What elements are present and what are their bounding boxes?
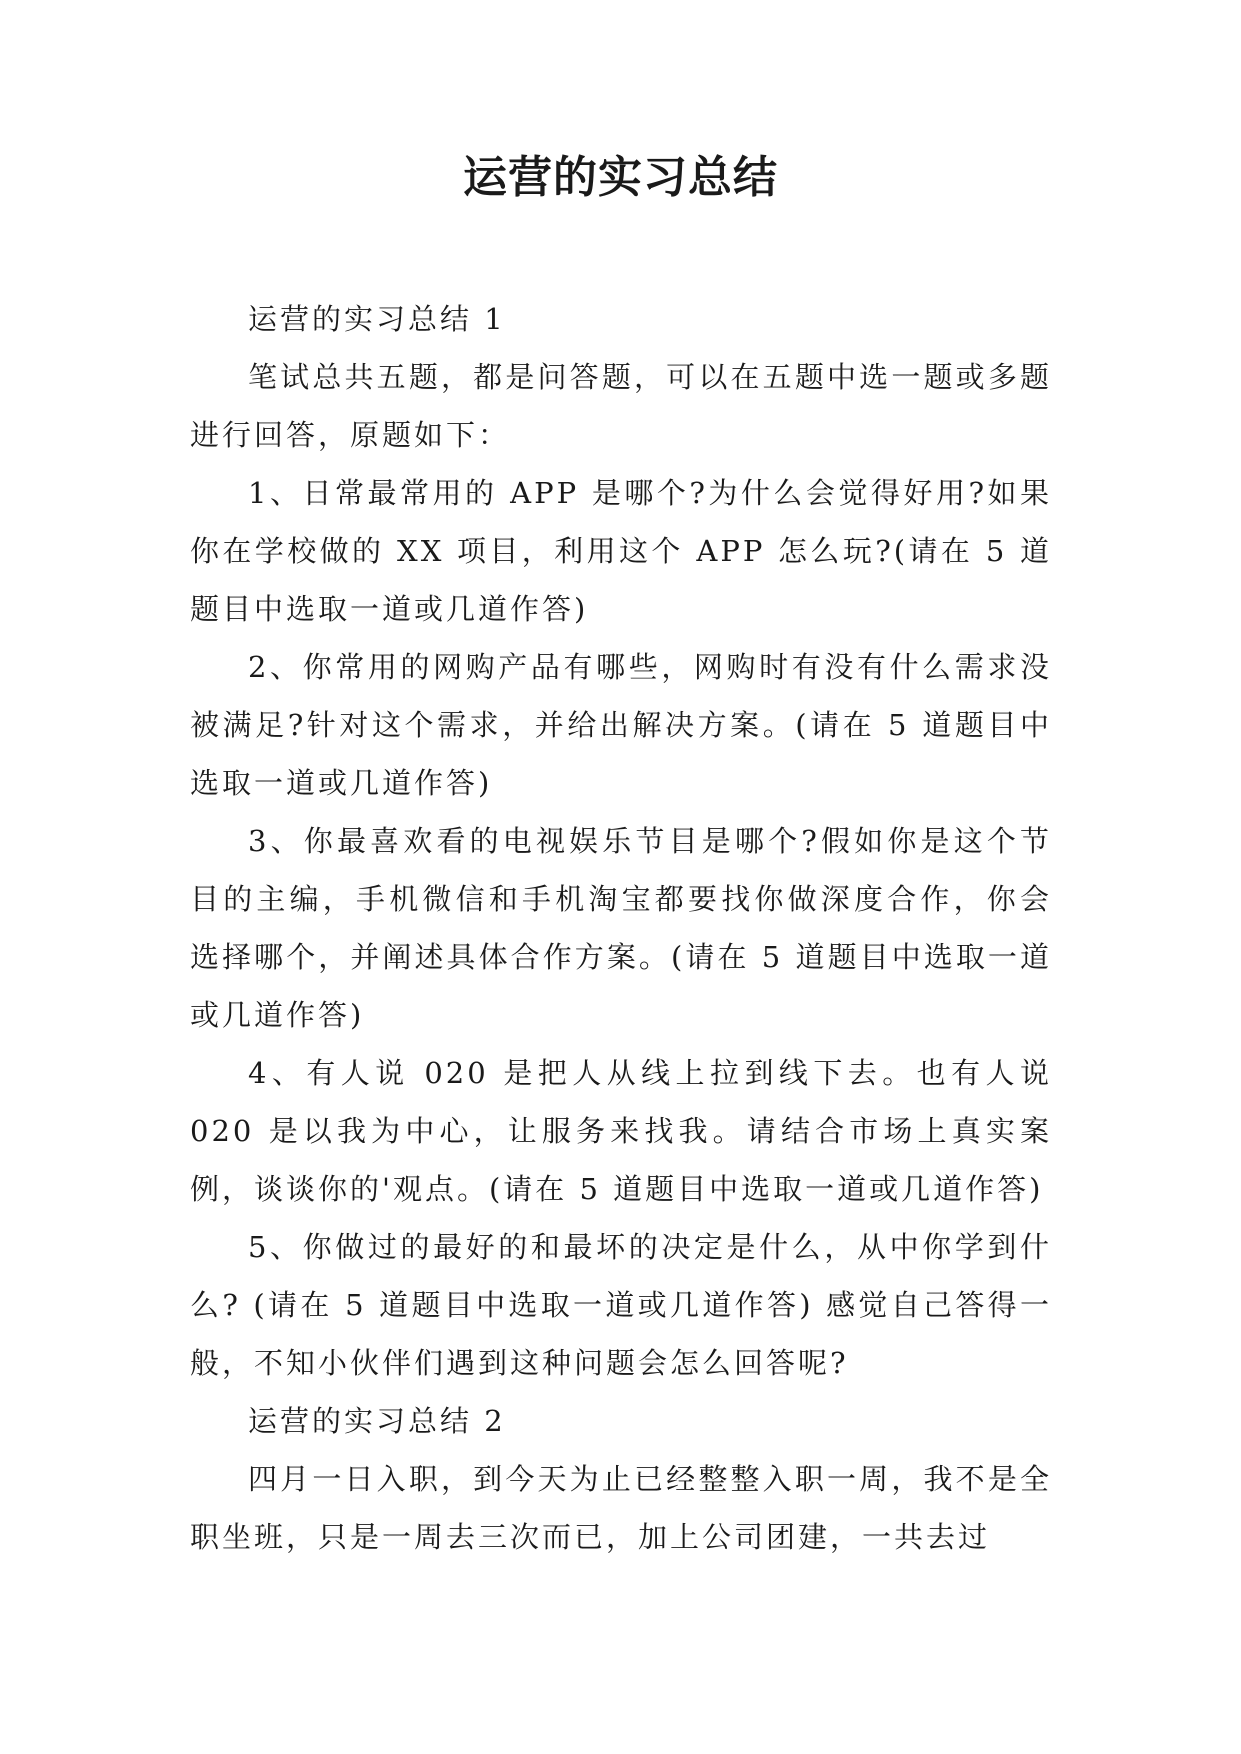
question-5: 5、你做过的最好的和最坏的决定是什么，从中你学到什么? (请在 5 道题目中选取一道或几道作答) 感觉自己答得一般，不知小伙伴们遇到这种问题会怎么回答呢? — [190, 1230, 1052, 1380]
document-body — [190, 290, 1052, 1566]
section-heading-2: 运营的实习总结 2 — [248, 1404, 506, 1438]
question-1: 1、日常最常用的 APP 是哪个?为什么会觉得好用?如果你在学校做的 XX 项目，利用这个 APP 怎么玩?(请在 5 道题目中选取一道或几道作答) — [190, 476, 1052, 626]
question-2: 2、你常用的网购产品有哪些，网购时有没有什么需求没被满足?针对这个需求，并给出解决方案。(请在 5 道题目中选取一道或几道作答) — [190, 650, 1052, 800]
document-title: 运营的实习总结 — [463, 152, 778, 203]
section-2-paragraph: 四月一日入职，到今天为止已经整整入职一周，我不是全职坐班，只是一周去三次而已，加上公司团建，一共去过 — [190, 1462, 1052, 1554]
question-3: 3、你最喜欢看的电视娱乐节目是哪个?假如你是这个节目的主编，手机微信和手机淘宝都要找你做深度合作，你会选择哪个，并阐述具体合作方案。(请在 5 道题目中选取一道或几道作答) — [190, 824, 1052, 1032]
section-heading-1: 运营的实习总结 1 — [248, 302, 506, 336]
intro-paragraph: 笔试总共五题，都是问答题，可以在五题中选一题或多题进行回答，原题如下： — [190, 360, 1052, 452]
question-4: 4、有人说 020 是把人从线上拉到线下去。也有人说 020 是以我为中心，让服务来找我。请结合市场上真实案例，谈谈你的'观点。(请在 5 道题目中选取一道或几道作答) — [190, 1056, 1052, 1206]
